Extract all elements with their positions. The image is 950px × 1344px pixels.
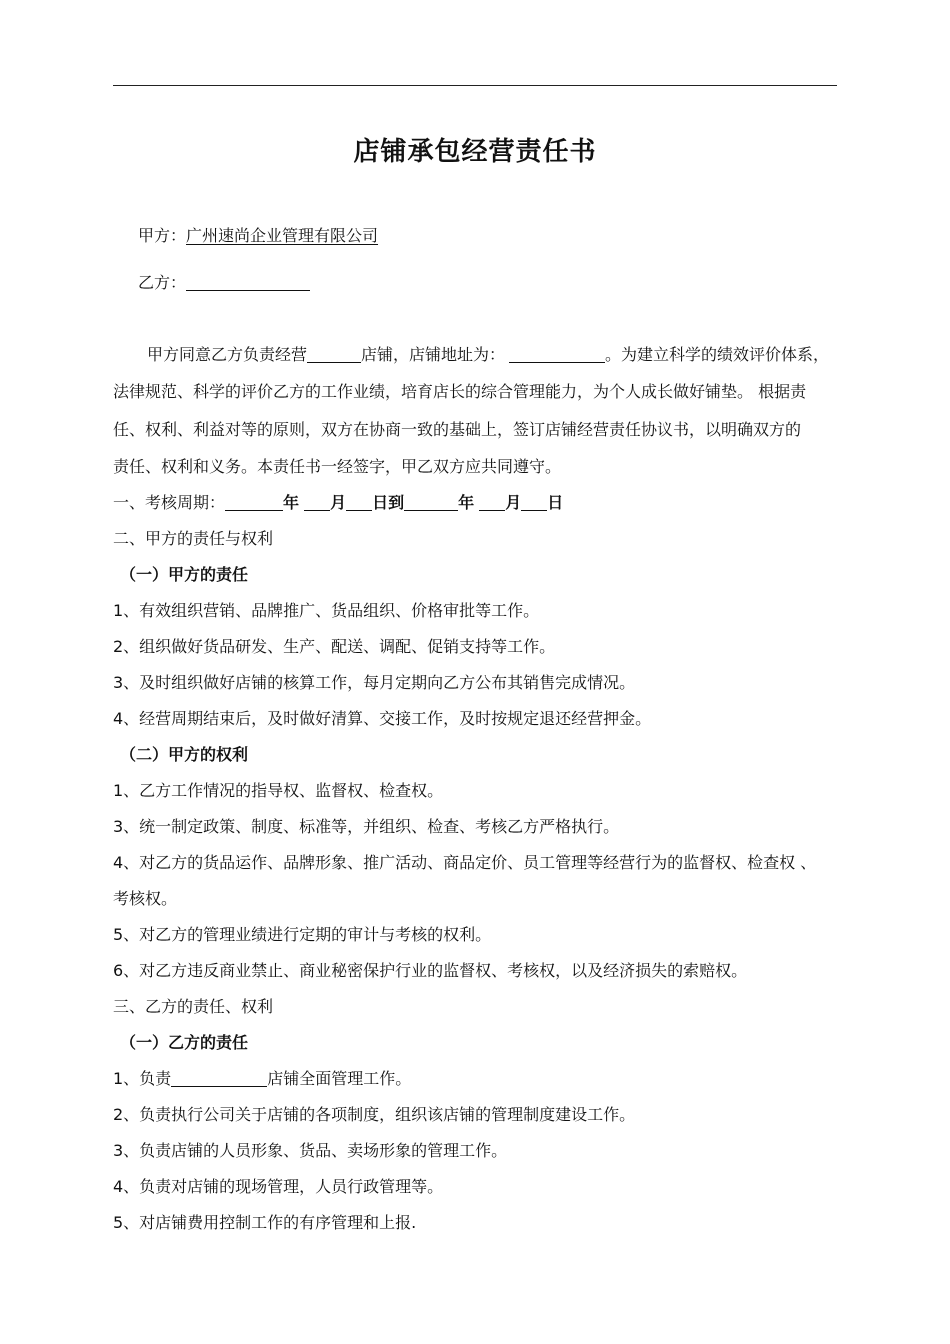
end-year-blank [404, 494, 458, 511]
item-1-suffix: 店铺全面管理工作。 [267, 1069, 412, 1088]
party-b-line [138, 271, 878, 295]
end-month-label: 月 [505, 493, 522, 512]
assessment-period [113, 491, 853, 515]
item-1-prefix: 1、负责 [113, 1069, 172, 1088]
list-item: 6、对乙方违反商业禁止、商业秘密保护行业的监督权、考核权，以及经济损失的索赔权。 [113, 961, 748, 980]
party-a-value: 广州速尚企业管理有限公司 [186, 226, 379, 245]
list-item: 1、乙方工作情况的指导权、监督权、检查权。 [113, 781, 444, 800]
document-title: 店铺承包经营责任书 [353, 137, 597, 167]
intro-text-c: 。为建立科学的绩效评价体系， [605, 345, 830, 364]
party-a-line [138, 224, 878, 248]
party-a-label: 甲方： [138, 226, 187, 245]
header-rule [113, 85, 837, 86]
party-b-blank [186, 274, 310, 291]
day-to-label: 日到 [372, 493, 405, 512]
period-label: 一、考核周期： [113, 493, 226, 512]
list-item: 5、对乙方的管理业绩进行定期的审计与考核的权利。 [113, 925, 492, 944]
end-day-blank [521, 494, 547, 511]
list-item: 3、负责店铺的人员形象、货品、卖场形象的管理工作。 [113, 1141, 508, 1160]
intro-text-a: 甲方同意乙方负责经营 [147, 345, 308, 364]
section-2-sub-2: （二）甲方的权利 [120, 745, 249, 764]
end-year-label: 年 [458, 493, 475, 512]
list-item: 2、组织做好货品研发、生产、配送、调配、促销支持等工作。 [113, 637, 556, 656]
section-3-heading: 三、乙方的责任、权利 [113, 997, 274, 1016]
intro-line-1 [147, 343, 887, 367]
section-2-heading: 二、甲方的责任与权利 [113, 529, 274, 548]
section-2-sub-1: （一）甲方的责任 [120, 565, 249, 584]
list-item: 4、负责对店铺的现场管理，人员行政管理等。 [113, 1177, 444, 1196]
end-month-blank [479, 494, 505, 511]
list-item: 4、对乙方的货品运作、品牌形象、推广活动、商品定价、员工管理等经营行为的监督权、检查权 、 [113, 853, 817, 872]
end-day-label: 日 [547, 493, 564, 512]
start-year-blank [225, 494, 283, 511]
store-blank [171, 1070, 267, 1087]
list-item: 5、对店铺费用控制工作的有序管理和上报. [113, 1213, 417, 1232]
intro-line-3: 任、权利、利益对等的原则，双方在协商一致的基础上，签订店铺经营责任协议书，以明确双方的 [113, 420, 802, 439]
store-name-blank [307, 346, 361, 363]
section-3-sub-1: （一）乙方的责任 [120, 1033, 249, 1052]
year-label: 年 [283, 493, 300, 512]
month-label: 月 [330, 493, 347, 512]
store-address-blank [509, 346, 605, 363]
intro-line-4: 责任、权利和义务。本责任书一经签字，甲乙双方应共同遵守。 [113, 457, 562, 476]
start-day-blank [346, 494, 372, 511]
intro-text-b: 店铺，店铺地址为： [361, 345, 506, 364]
list-item: 考核权。 [113, 889, 178, 908]
party-b-label: 乙方： [138, 273, 187, 292]
list-item: 2、负责执行公司关于店铺的各项制度，组织该店铺的管理制度建设工作。 [113, 1105, 636, 1124]
list-item: 4、经营周期结束后，及时做好清算、交接工作，及时按规定退还经营押金。 [113, 709, 652, 728]
intro-line-2: 法律规范、科学的评价乙方的工作业绩，培育店长的综合管理能力，为个人成长做好铺垫。 根据责 [113, 382, 807, 401]
list-item: 3、统一制定政策、制度、标准等，并组织、检查、考核乙方严格执行。 [113, 817, 620, 836]
list-item [113, 1067, 853, 1091]
list-item: 3、及时组织做好店铺的核算工作，每月定期向乙方公布其销售完成情况。 [113, 673, 636, 692]
start-month-blank [304, 494, 330, 511]
list-item: 1、有效组织营销、品牌推广、货品组织、价格审批等工作。 [113, 601, 540, 620]
